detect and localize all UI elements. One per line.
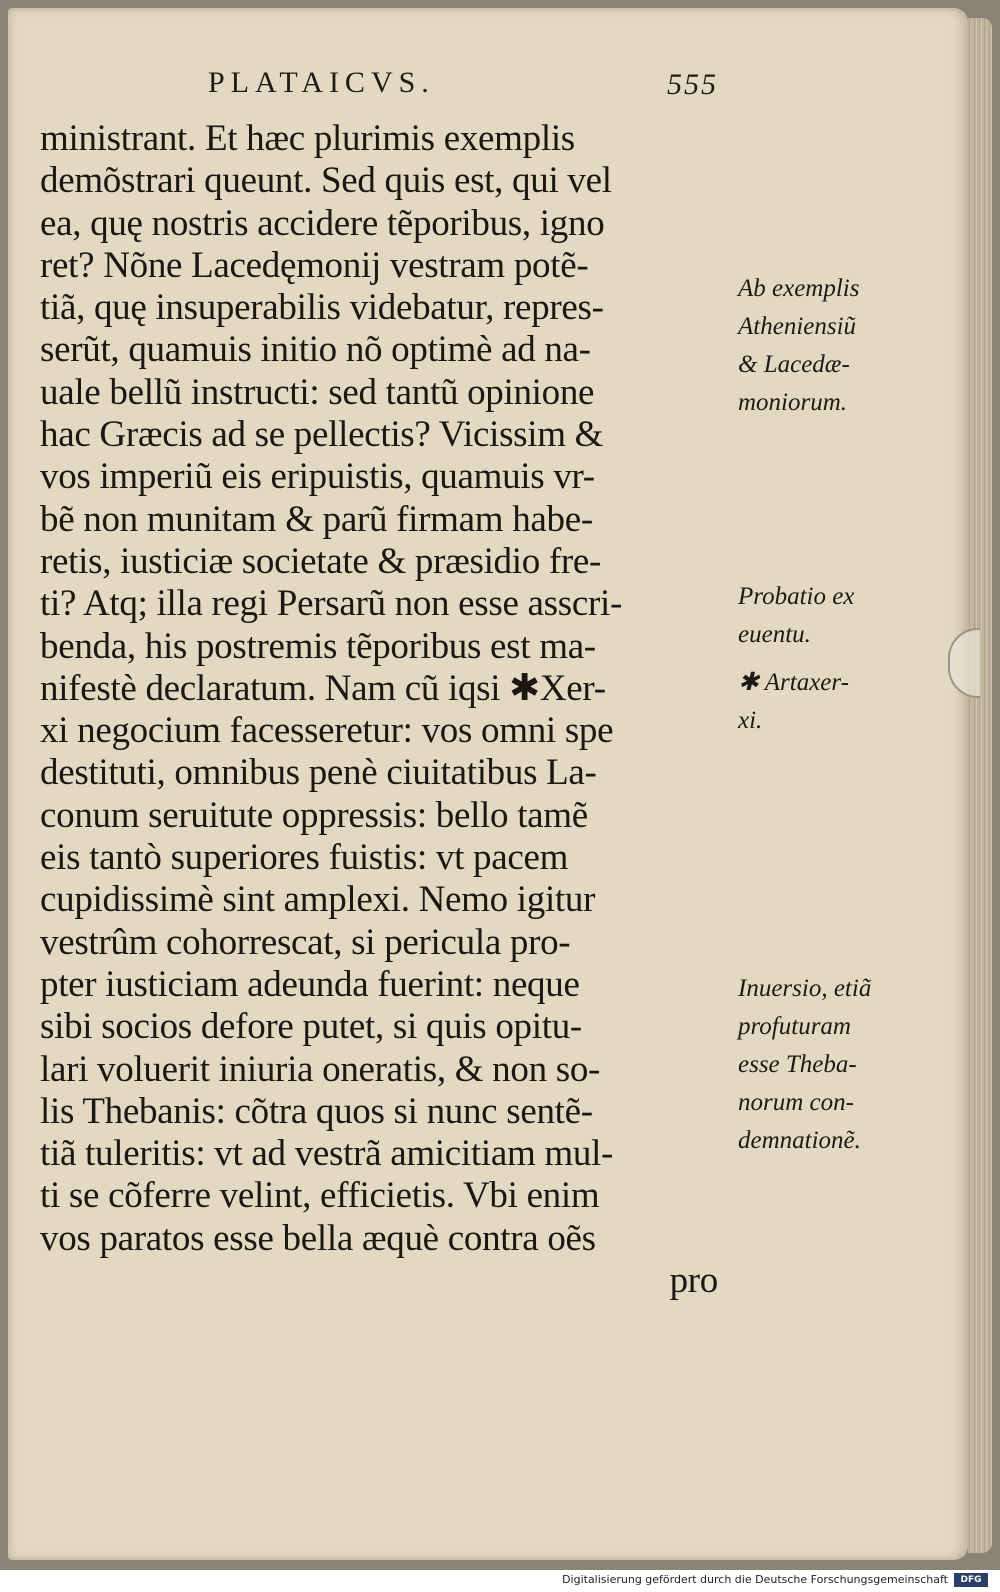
- text-line: vestrûm cohorrescat, si pericula pro-: [40, 921, 571, 963]
- margin-note-line: ✱ Artaxer-: [738, 669, 849, 696]
- margin-note-artaxerxi: [738, 664, 928, 740]
- text-line: ret? Nõne Lacedęmonij vestram potẽ-: [40, 244, 589, 286]
- margin-note-line: demnationẽ.: [738, 1127, 861, 1154]
- text-line: eis tantò superiores fuistis: vt pacem: [40, 837, 569, 879]
- text-line: pter iusticiam adeunda fuerint: neque: [40, 963, 580, 1005]
- text-line: serũt, quamuis initio nõ optimè ad na-: [40, 329, 591, 371]
- footer-credit: Digitalisierung gefördert durch die Deutsche Forschungsgemeinschaft: [562, 1573, 948, 1586]
- text-line: lis Thebanis: cõtra quos si nunc sentẽ-: [40, 1090, 593, 1132]
- text-line: xi negocium facesseretur: vos omni spe: [40, 710, 614, 752]
- text-line: vos imperiũ eis eripuistis, quamuis vr-: [40, 456, 595, 498]
- margin-note-line: Ab exemplis: [738, 275, 860, 302]
- margin-note-line: Atheniensiũ: [738, 313, 857, 340]
- margin-note-line: Probatio ex: [738, 583, 855, 610]
- margin-note-probatio: [738, 578, 928, 654]
- dfg-logo: DFG: [954, 1573, 988, 1587]
- text-line: hac Græcis ad se pellectis? Vicissim &: [40, 414, 604, 456]
- margin-note-line: profuturam: [738, 1013, 851, 1040]
- margin-note-line: esse Theba-: [738, 1051, 857, 1078]
- text-line: ministrant. Et hæc plurimis exemplis: [40, 118, 575, 159]
- text-line: vos paratos esse bella æquè contra oẽs: [40, 1217, 596, 1259]
- text-line: conum seruitute oppressis: bello tamẽ: [40, 794, 588, 836]
- margin-note-line: Inuersio, etiã: [738, 975, 872, 1002]
- text-line: cupidissimè sint amplexi. Nemo igitur: [40, 879, 596, 921]
- text-line: demõstrari queunt. Sed quis est, qui vel: [40, 160, 612, 202]
- margin-note-line: xi.: [738, 707, 763, 734]
- text-line: ti? Atq; illa regi Persarũ non esse asscri-: [40, 583, 623, 625]
- running-head: [208, 66, 728, 106]
- page-number: 555: [667, 68, 718, 101]
- body-text: [40, 118, 732, 1302]
- text-line: tiã tuleritis: vt ad vestrã amicitiam mul-: [40, 1133, 614, 1175]
- text-line: nifestè declaratum. Nam cũ iqsi ✱Xer-: [40, 667, 606, 709]
- margin-note-line: euentu.: [738, 621, 811, 648]
- text-line: lari voluerit iniuria oneratis, & non so-: [40, 1048, 601, 1090]
- footer: [0, 1570, 1000, 1592]
- margin-note-inuersio: [738, 970, 928, 1160]
- text-line: tiã, quę insuperabilis videbatur, repres-: [40, 287, 604, 329]
- text-line: uale bellũ instructi: sed tantũ opinione: [40, 371, 595, 413]
- page-edges: [968, 18, 992, 1553]
- margin-note-line: moniorum.: [738, 389, 848, 416]
- running-title: PLATAICVS.: [208, 66, 435, 99]
- margin-note-line: norum con-: [738, 1089, 854, 1116]
- text-line: ti se cõferre velint, efficietis. Vbi enim: [40, 1175, 600, 1217]
- margin-note-line: & Lacedæ-: [738, 351, 850, 378]
- margin-note-exemplis: [738, 270, 928, 422]
- text-line: ea, quę nostris accidere tẽporibus, igno: [40, 202, 605, 244]
- text-line: pro: [669, 1260, 718, 1302]
- text-line: bẽ non munitam & parũ firmam habe-: [40, 498, 593, 540]
- text-line: retis, iusticiæ societate & præsidio fre-: [40, 540, 602, 582]
- text-line: destituti, omnibus penè ciuitatibus La-: [40, 752, 597, 794]
- text-line: sibi socios defore putet, si quis opitu-: [40, 1006, 582, 1048]
- text-line: benda, his postremis tẽporibus est ma-: [40, 625, 596, 667]
- book-page: [8, 8, 968, 1560]
